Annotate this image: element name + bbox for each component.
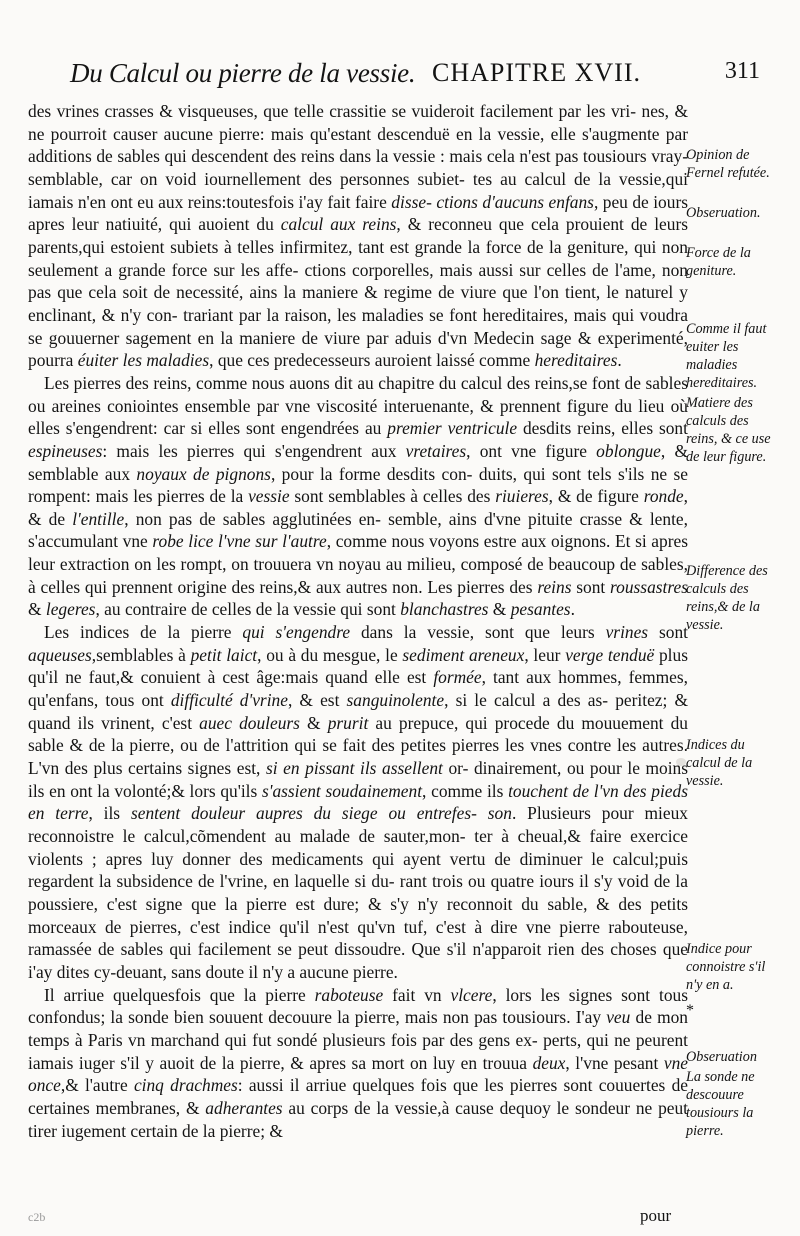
paragraph-2: Les pierres des reins, comme nous auons dit au chapitre du calcul des reins,se font de sables ou areines coniointes ensemble par vne viscosité interuenante, & prennent figure du lieu où elles s'engendrent: car si elles sont engendrées au premier ventricule desdits reins, elles sont espineuses: mais les pierres qui s'engendrent aux vretaires, ont vne figure oblongue, & semblable aux noyaux de pignons, pour la forme desdits con- duits, qui sont tels s'ils ne se rompent: mais les pierres de la vessie sont semblables à celles des riuieres, & de figure ronde, & de l'entille, non pas de sables agglutinées en- semble, ains d'vne pituite crasse & lente, s'accumulant vne robe lice l'vne sur l'autre, comme nous voyons estre aux oignons. Et si apres leur extraction on les rompt, on trouuera vn noyau au milieu, composé de beaucoup de sables, à celles qui prennent origine des reins,& aux autres non. Les pierres des reins sont roussastres & legeres, au contraire de celles de la vessie qui sont blanchastres & pesantes. xyxy=(28,372,688,620)
margin-note-hereditary: Comme il faut euiter les maladies hereditaires. xyxy=(686,321,767,391)
margin-note-observation: Obseruation. xyxy=(686,205,761,221)
margin-asterisk: * xyxy=(686,1002,694,1019)
paragraph-3: Les indices de la pierre qui s'engendre dans la vessie, sont que leurs vrines sont aqueuses,semblables à petit laict, ou à du mesgue, le sediment areneux, leur verge tenduë plus qu'il ne faut,& conuient à cest âge:mais quand elle est formée, tant aux hommes, femmes, qu'enfans, tous ont difficulté d'vrine, & est sanguinolente, si le calcul a des as- peritez; & quand ils vrinent, c'est auec douleurs & prurit au prepuce, qui procede du mouuement du sable & de la pierre, ou de l'attrition qui se fait des petites pierres les vnes contre les autres. L'vn des plus certains signes est, si en pissant ils assellent or- dinairement, ou pour le moins ils en ont la volonté;& lors qu'ils s'assient soudainement, comme ils touchent de l'vn des pieds en terre, ils sentent douleur aupres du siege ou entrefes- son. Plusieurs pour mieux reconnoistre le calcul,cõmendent au malade de sauter,mon- ter à cheual,& faire exercice violents ; apres luy donner des medicaments qui ayent vertu de diminuer le calcul;puis regardent la subsidence de l'vrine, en laquelle si du- rant trois ou quatre iours il s'y void de la poussiere, c'est signe que la pierre est dure; & s'y n'y reconnoit du sable, & des petits morceaux de pierres, c'est indice qu'il n'est qu'vn tuf, c'est à dire vne pierre rabouteuse, ramassée de sables qui facilement se peut dissoudre. Que s'il n'apparoit rien des choses que i'ay dites cy-deuant, sans doute il n'y a aucune pierre. xyxy=(28,622,689,982)
chapter-heading: CHAPITRE XVII. xyxy=(432,58,641,87)
ink-blot xyxy=(676,758,686,766)
main-text xyxy=(28,100,688,1142)
paragraph-1: des vrines crasses & visqueuses, que telle crassitie se vuideroit facilement par les vri- nes, & ne pourroit causer aucune pierre: mais qu'estant descenduë en la vessie, elle s'augmente par additions de sables qui descendent des reins dans la vessie : mais cela n'est pas tousiours vray-semblable, car on void iournellement des personnes subiet- tes au calcul de la vessie,qui iamais n'en ont eu aux reins:toutesfois i'ay fait faire disse- ctions d'aucuns enfans, peu de iours apres leur natiuité, qui auoient du calcul aux reins, & reconneu que cela prouient de leurs parents,qui estoient subiets à telles infirmitez, tant est grande la force de la geniture, qui non seulement a grande force sur les affe- ctions corporelles, mais aussi sur celles de l'ame, non pas que cela soit de necessité, ains la maniere & regime de viure que l'on tient, le naturel y enclinant, & n'y con- trariant par la raison, les maladies se font hereditaires, mais qui voudra se gouuerner sagement en la maniere de viure par aduis d'vn Medecin sage & experimenté, pourra éuiter les maladies, que ces predecesseurs auroient laissé comme hereditaires. xyxy=(28,101,689,371)
margin-note-difference: Difference des calculs des reins,& de la vessie. xyxy=(686,563,768,633)
running-title: Du Calcul ou pierre de la vessie. xyxy=(70,58,416,88)
catchword: pour xyxy=(640,1206,672,1225)
paragraph-4: Il arriue quelquesfois que la pierre raboteuse fait vn vlcere, lors les signes sont tous confondus; la sonde bien souuent decouure la pierre, mais non pas tousiours. I'ay veu de mon temps à Paris vn marchand qui fut sondé plusieurs fois par des gens ex- perts, qui ne peurent iamais iuger s'il y auoit de la pierre, & apres sa mort on luy en trouua deux, l'vne pesant vne once,& l'autre cinq drachmes: aussi il arriue quelques fois que les pierres sont couuertes de certaines membranes, & adherantes au corps de la vessie,à cause dequoy le sondeur ne peut tirer iugement certain de la pierre; & xyxy=(28,984,689,1141)
page-number: 311 xyxy=(724,58,760,84)
margin-note-matter: Matiere des calculs des reins, & ce use de leur figure. xyxy=(686,395,771,465)
signature-mark: c2b xyxy=(28,1210,46,1224)
margin-note-sonde: La sonde ne descouure tousiours la pierre. xyxy=(686,1069,755,1139)
margin-note-observation-2: Obseruation xyxy=(686,1049,757,1065)
margin-note-indices: Indices du calcul de la vessie. xyxy=(686,737,753,789)
margin-note-geniture: Force de la geniture. xyxy=(686,245,751,279)
margin-note-indice-pour: Indice pour connoistre s'il n'y en a. xyxy=(686,941,766,993)
margin-note-fernel: Opinion de Fernel refutée. xyxy=(686,147,770,181)
page-header xyxy=(60,58,760,94)
